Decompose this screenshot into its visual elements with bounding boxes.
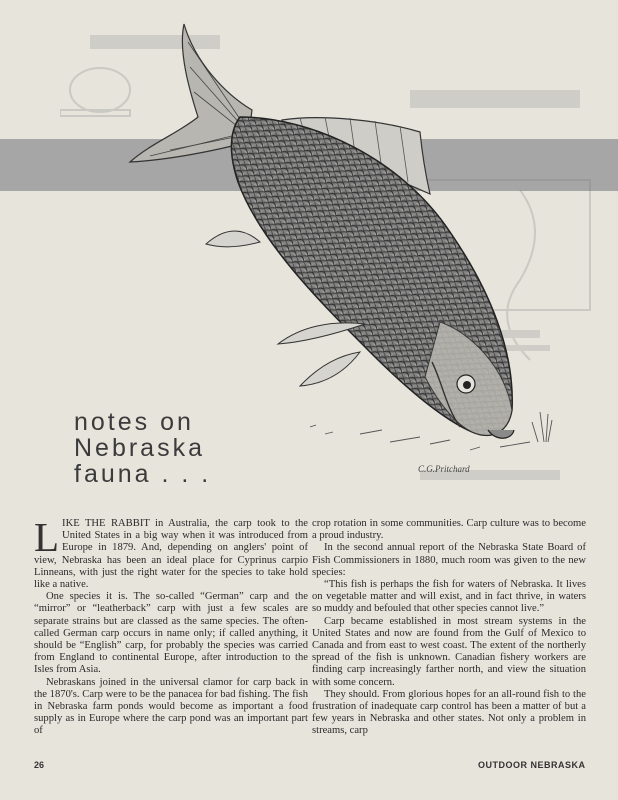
paragraph-2: One species it is. The so-called “German” carp and the “mirror” or “leatherback” carp with just a few scales are separate strains but are classed as the same species. The often-called German carp occurs in name only; if called anything, it should be “English” carp, for probably the species was carried from England to continental Europe, after introduction to the Isles from Asia. — [34, 591, 308, 676]
paragraph-8: They should. From glorious hopes for an all-round fish to the frustration of inadequate carp control has been a matter of but a few years in Nebraska and other states. Not only a problem in streams, carp — [312, 688, 586, 737]
artist-signature: C.G.Pritchard — [418, 464, 470, 474]
title-line-3: fauna . . . — [74, 460, 212, 488]
article-column-right — [312, 518, 586, 738]
paragraph-3: Nebraskans joined in the universal clamor for carp back in the 1870's. Carp were to be the panacea for bad fishing. The fish in Nebraska farm ponds would become as important a food supply as in Europe where the carp pond was an important part of — [34, 676, 308, 737]
magazine-name: OUTDOOR NEBRASKA — [478, 760, 586, 770]
title-line-2: Nebraska — [74, 434, 205, 462]
paragraph-7: Carp became established in most stream systems in the United States and now are found from the Gulf of Mexico to Canada and from east to west coast. The extent of the northerly spread of the fish is unknown. Canadian fishery workers are finding carp increasingly farther north, and view the situation with some concern. — [312, 615, 586, 688]
article-column-left — [34, 514, 308, 738]
paragraph-6: “This fish is perhaps the fish for waters of Nebraska. It lives on vegetable matter and will exist, and in fact thrive, in waters so muddy and befouled that other species cannot live.” — [312, 579, 586, 615]
paragraph-1: IKE THE RABBIT in Australia, the carp took to the United States in a big way when it was introduced from Europe in 1879. And, depending on anglers' point of view, Nebraska has been an ideal place for Cyprinus carpio Linneans, with just the right water for the species to take hold like a native. — [34, 518, 308, 591]
title-line-1: notes on — [74, 408, 194, 436]
carp-illustration — [120, 22, 565, 452]
paragraph-5: In the second annual report of the Nebraska State Board of Fish Commissioners in 1880, much room was given to the new species: — [312, 542, 586, 578]
drop-cap: L — [34, 514, 60, 560]
page-number: 26 — [34, 760, 45, 770]
article-title — [74, 410, 211, 488]
paragraph-4: crop rotation in some communities. Carp culture was to become a proud industry. — [312, 518, 586, 542]
